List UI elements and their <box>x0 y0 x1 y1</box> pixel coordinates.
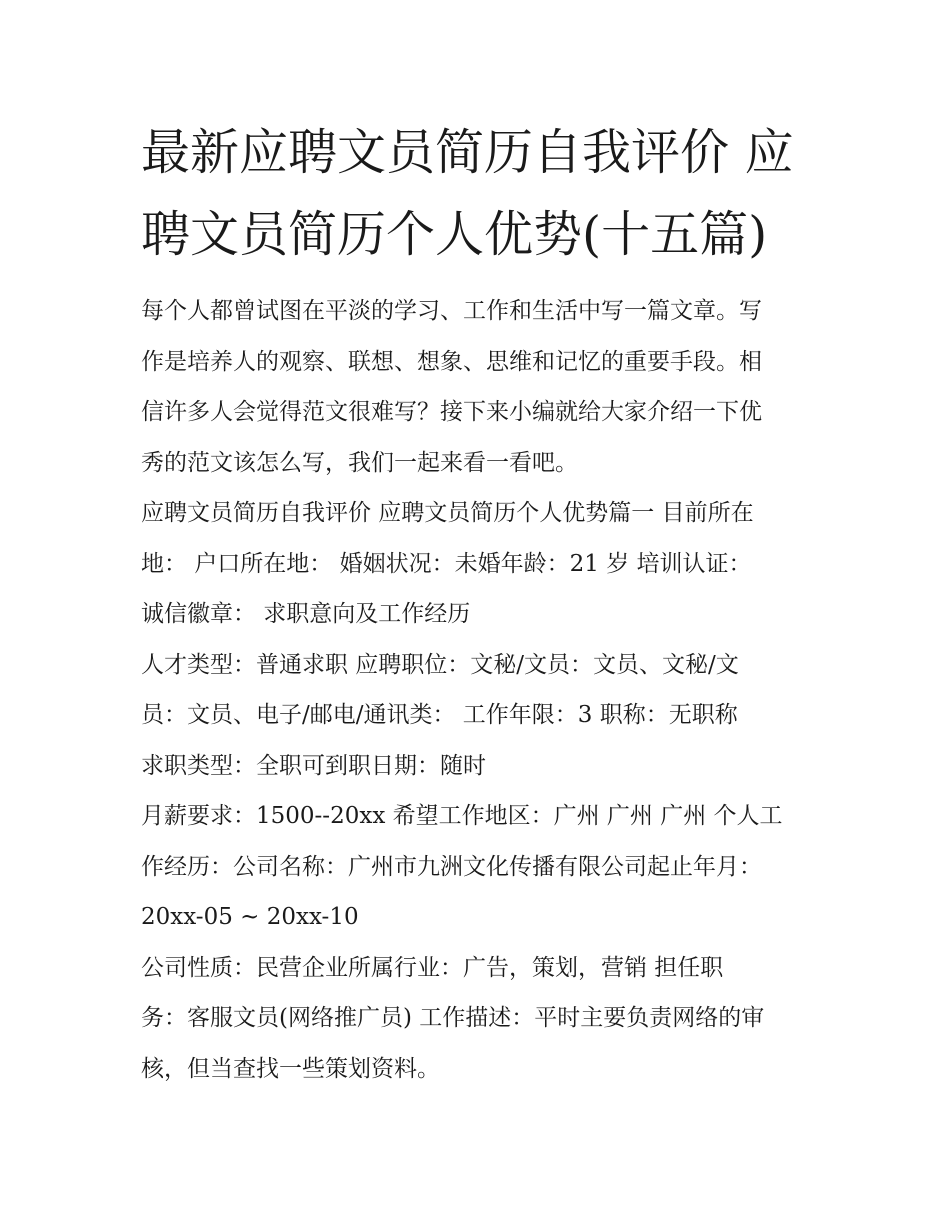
title-spacer <box>141 276 813 286</box>
body-line: 作经历：公司名称：广州市九洲文化传播有限公司起止年月： <box>141 853 762 880</box>
body-line: 人才类型：普通求职 应聘职位：文秘/文员：文员、文秘/文 <box>141 651 739 678</box>
title-line-2: 聘文员简历个人优势(十五篇) <box>141 206 768 263</box>
body-line: 员：文员、电子/邮电/通讯类： 工作年限：3 职称：无职称 <box>141 702 738 728</box>
title-line-1: 最新应聘文员简历自我评价 应 <box>141 124 794 181</box>
body-line: 月薪要求：1500--20xx 希望工作地区：广州 广州 广州 个人工 <box>141 803 783 829</box>
body-line: 每个人都曾试图在平淡的学习、工作和生活中写一篇文章。写 <box>141 298 762 324</box>
body-line: 诚信徽章： 求职意向及工作经历 <box>141 601 471 627</box>
body-line: 求职类型：全职可到职日期：随时 <box>141 752 486 779</box>
body-line: 地： 户口所在地： 婚姻状况：未婚年龄：21 岁 培训认证： <box>141 550 752 577</box>
body-line: 信许多人会觉得范文很难写？接下来小编就给大家介绍一下优 <box>141 399 762 425</box>
body-line: 作是培养人的观察、联想、想象、思维和记忆的重要手段。相 <box>141 348 762 375</box>
body-line: 20xx-05 ~ 20xx-10 <box>141 904 359 930</box>
body-line: 务：客服文员(网络推广员) 工作描述：平时主要负责网络的审 <box>141 1005 765 1031</box>
document-page <box>141 112 813 1094</box>
document-body <box>141 286 813 1094</box>
body-line: 核，但当查找一些策划资料。 <box>141 1055 440 1082</box>
body-line: 应聘文员简历自我评价 应聘文员简历个人优势篇一 目前所在 <box>141 500 754 526</box>
document-title <box>141 112 813 276</box>
body-line: 秀的范文该怎么写，我们一起来看一看吧。 <box>141 449 578 476</box>
body-line: 公司性质：民营企业所属行业：广告，策划，营销 担任职 <box>141 954 724 981</box>
